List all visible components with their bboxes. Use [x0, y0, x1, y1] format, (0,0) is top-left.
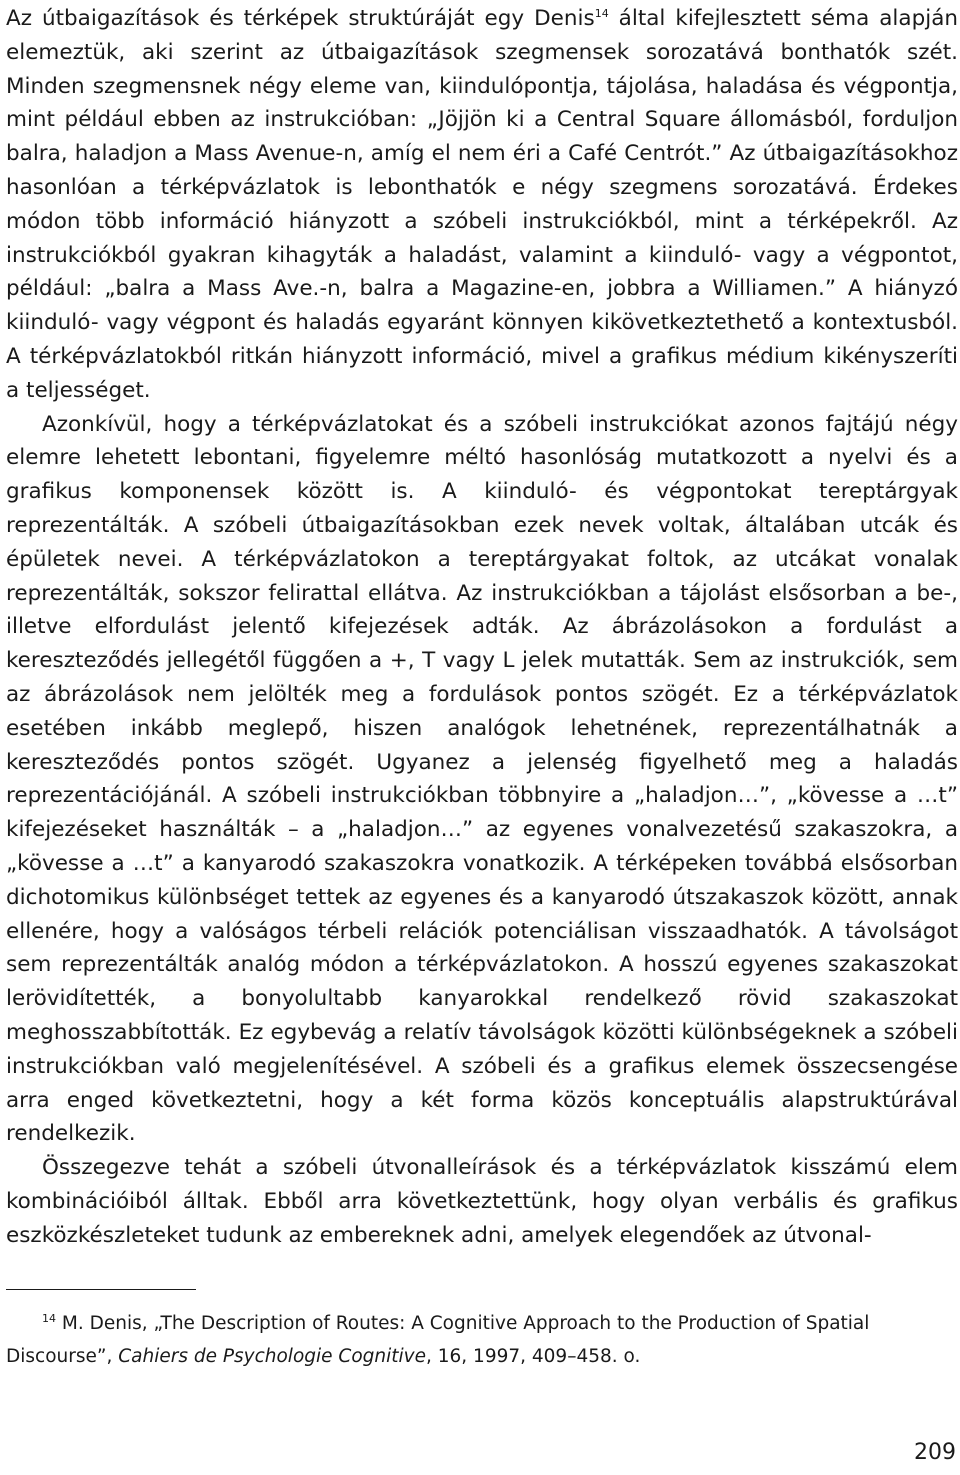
- footnote-journal: Cahiers de Psychologie Cognitive: [118, 1346, 426, 1367]
- paragraph-2: Azonkívül, hogy a térképvázlatokat és a szóbeli instrukciókat azonos fajtájú négy elemre lehetett lebontani, figyelemre méltó hasonlóság mutatkozott a nyelvi és a grafikus komponensek között is. A kiinduló- és végpontokat tereptárgyak reprezentálták. A szóbeli útbaigazításokban ezek nevek voltak, általában utcák és épületek nevei. A térképvázlatokon a tereptárgyakat foltok, az utcákat vonalak reprezentálták, sokszor felirattal ellátva. Az instrukciókban a tájolást elsősorban a be-, illetve elfordulást jelentő kifejezések adták. Az ábrázolásokon a fordulást a kereszteződés jellegétől függően a +, T vagy L jelek mutatták. Sem az instrukciók, sem az ábrázolások nem jelölték meg a fordulások pontos szögét. Ez a térképvázlatok esetében inkább meglepő, hiszen analógok lehetnének, reprezentálhatnák a kereszteződés pontos szögét. Ugyanez a jelenség figyelhető meg a haladás reprezentációjánál. A szóbeli instrukciókban többnyire a „haladjon…”, „kövesse a …t” kifejezéseket használták – a „haladjon…” az egyenes vonalvezetésű szakaszokra, a „kövesse a …t” a kanyarodó szakaszokra vonatkozik. A térképeken továbbá elsősorban dichotomikus különbséget tettek az egyenes és a kanyarodó útszakaszok között, annak ellenére, hogy a valóságos térbeli relációk potenciálisan visszaadhatók. A távolságot sem reprezentálták analóg módon a térképvázlatokon. A hosszú egyenes szakaszokat lerövidítették, a bonyolultabb kanyarokkal rendelkező rövid szakaszokat meghosszabbították. Ez egybevág a relatív távolságok közötti különbségeknek a szóbeli instrukciókban való megjelenítésével. A szóbeli és a grafikus elemek összecsengése arra enged következtetni, hogy a két forma közös konceptuális alapstruktúrával rendelkezik.: [6, 411, 958, 1147]
- footnote: [6, 1307, 958, 1373]
- footnote-number: 14: [42, 1311, 56, 1325]
- paragraph-1-text-start: Az útbaigazítások és térképek struktúráját egy Denis: [6, 6, 595, 31]
- page-body: [6, 0, 958, 1252]
- footnote-citation-tail: , 16, 1997, 409–458. o.: [425, 1346, 641, 1367]
- paragraph-3: Összegezve tehát a szóbeli útvonalleírások és a térképvázlatok kisszámú elem kombinációiból álltak. Ebből arra következtettünk, hogy olyan verbális és grafikus eszközkészleteket tudunk az embereknek adni, amelyek elegendőek az útvonal-: [6, 1155, 958, 1248]
- footnote-reference[interactable]: 14: [594, 6, 609, 20]
- paragraph-1-text-end: által kifejlesztett séma alapján elemeztük, aki szerint az útbaigazítások szegmensek sorozatává bonthatók szét. Minden szegmensnek négy eleme van, kiindulópontja, tájolása, haladása és végpontja, mint például ebben az instrukcióban: „Jöjjön ki a Central Square állomásból, forduljon balra, haladjon a Mass Avenue-n, amíg el nem éri a Café Centrót.” Az útbaigazításokhoz hasonlóan a térképvázlatok is lebonthatók e négy szegmens sorozatává. Érdekes módon több információ hiányzott a szóbeli instrukciókból, mint a térképekről. Az instrukciókból gyakran kihagyták a haladást, valamint a kiinduló- vagy a végpontot, például: „balra a Mass Ave.-n, balra a Magazine-en, jobbra a Williamen.” A hiányzó kiinduló- vagy végpont és haladás egyaránt könnyen kikövetkeztethető a kontextusból. A térképvázlatokból ritkán hiányzott információ, mivel a grafikus médium kikényszeríti a teljességet.: [6, 6, 958, 403]
- page-number: 209: [914, 1440, 956, 1465]
- footnote-divider: [6, 1289, 196, 1290]
- footnote-text: M. Denis, „The Description of Routes: A Cognitive Approach to the Production of Spatial Discourse”,: [6, 1313, 870, 1367]
- paragraph-1: [6, 0, 958, 408]
